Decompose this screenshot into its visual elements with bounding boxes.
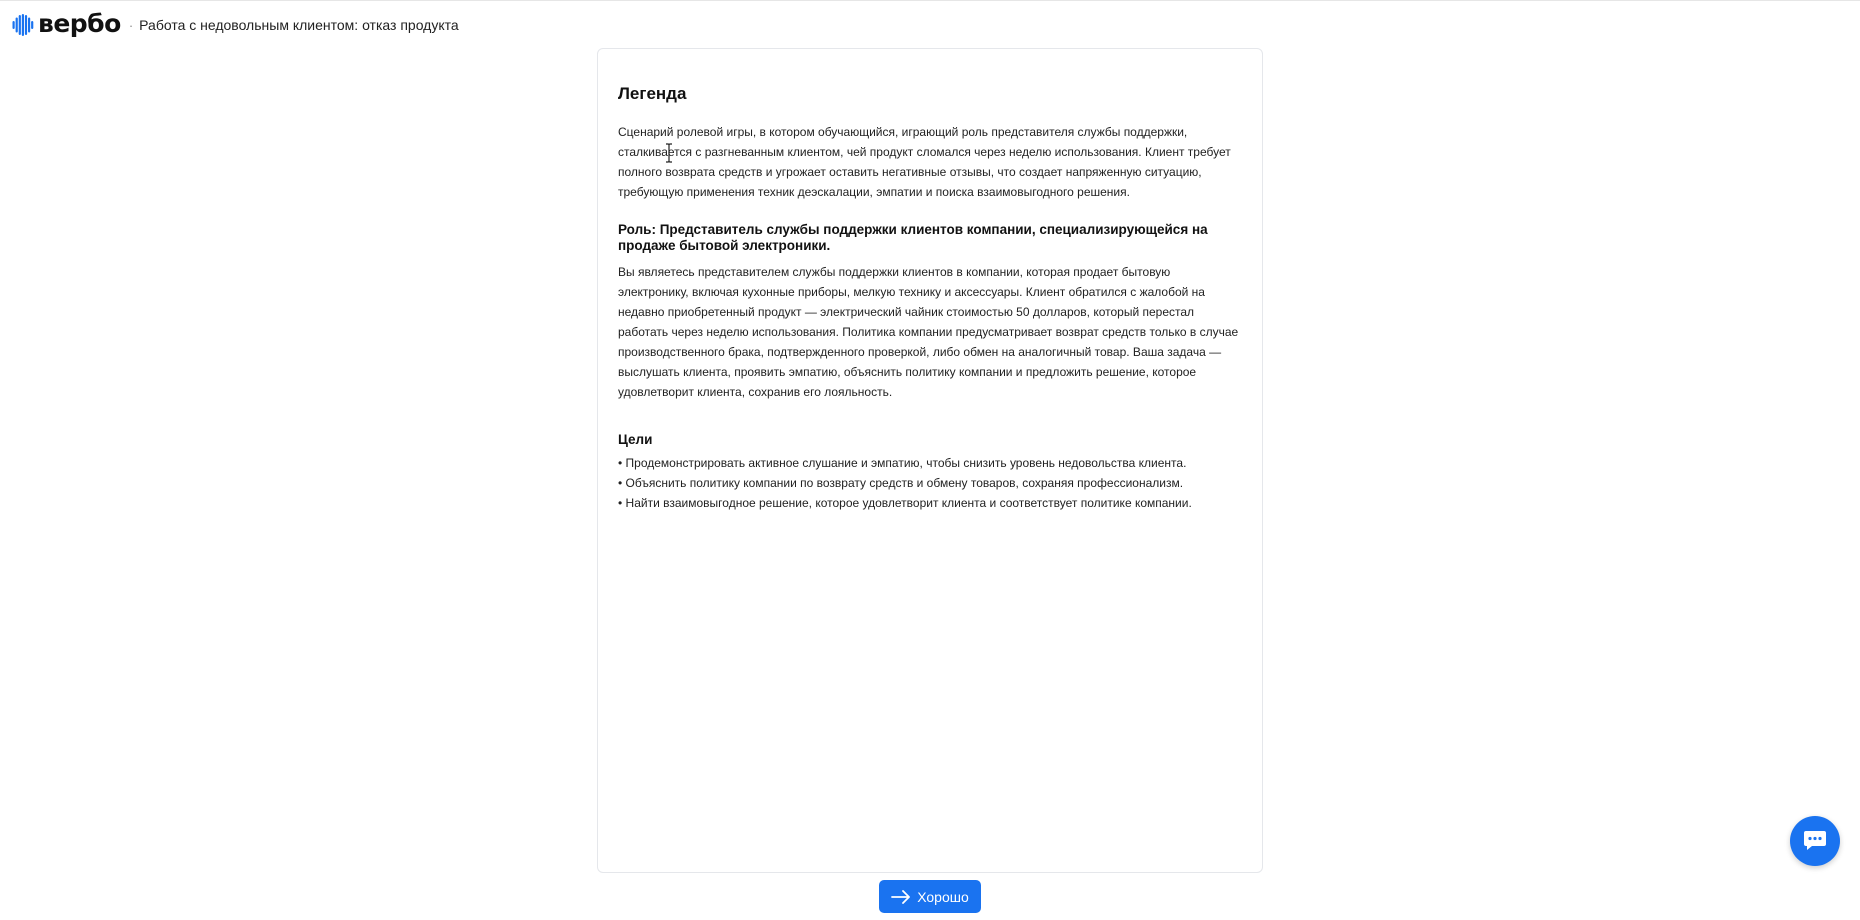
goals-heading: Цели xyxy=(618,432,653,447)
legend-text: Сценарий ролевой игры, в котором обучающийся, играющий роль представителя службы поддержки, сталкивается с разгневанным клиентом, чей продукт сломался через неделю использования. Клиент требует полного возврата средств и угрожает оставить негативные отзывы, что создает напряженную ситуацию, требующую применения техник деэскалации, эмпатии и поиска взаимовыгодного решения. xyxy=(618,125,1231,199)
goal-item: • Объяснить политику компании по возврату средств и обмену товаров, сохраняя профессионализм. xyxy=(618,473,1242,493)
chat-button[interactable] xyxy=(1790,816,1840,866)
chat-bubble-icon xyxy=(1802,829,1828,853)
arrow-right-icon xyxy=(891,890,911,904)
briefing-card xyxy=(597,48,1263,873)
text-cursor-icon xyxy=(664,143,674,163)
role-heading: Роль: Представитель службы поддержки клиентов компании, специализирующейся на продаже бытовой электроники. xyxy=(618,222,1208,253)
ok-button-label: Хорошо xyxy=(917,888,969,905)
breadcrumb-separator: · xyxy=(128,17,134,33)
logo-text: вербо xyxy=(38,9,121,38)
page-title: Работа с недовольным клиентом: отказ продукта xyxy=(139,17,459,33)
goal-item: • Продемонстрировать активное слушание и эмпатию, чтобы снизить уровень недовольства клиента. xyxy=(618,453,1242,473)
logo[interactable] xyxy=(12,9,121,38)
goals-list xyxy=(618,453,1242,513)
top-divider xyxy=(0,0,1860,1)
verbo-logo-icon xyxy=(12,14,34,36)
header xyxy=(12,9,459,38)
legend-heading: Легенда xyxy=(618,84,687,103)
ok-button[interactable] xyxy=(879,880,981,913)
role-text: Вы являетесь представителем службы поддержки клиентов в компании, которая продает бытовую электронику, включая кухонные приборы, мелкую технику и аксессуары. Клиент обратился с жалобой на недавно приобретенный продукт — электрический чайник стоимостью 50 долларов, который перестал работать через неделю использования. Политика компании предусматривает возврат средств только в случае производственного брака, подтвержденного проверкой, либо обмен на аналогичный товар. Ваша задача — выслушать клиента, проявить эмпатию, объяснить политику компании и предложить решение, которое удовлетворит клиента, сохранив его лояльность. xyxy=(618,265,1239,399)
goal-item: • Найти взаимовыгодное решение, которое удовлетворит клиента и соответствует политике компании. xyxy=(618,493,1242,513)
